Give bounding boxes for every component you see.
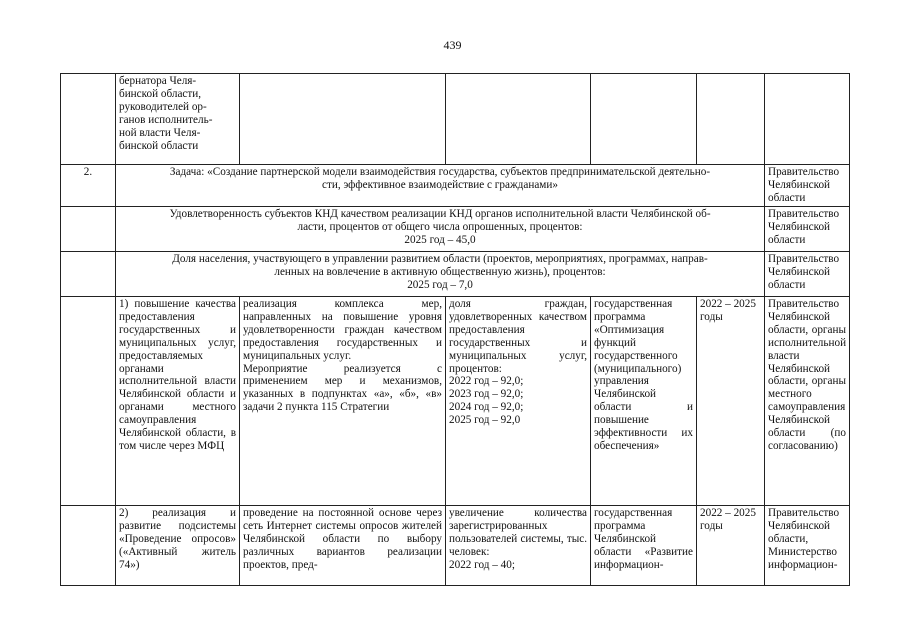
cell-task: 1) повышение качества предоставления государственных и муниципальных услуг, предоставляемых органами исполнительной власти Челябинской области и органами местного самоуправления Челябинской области, в том числе через МФЦ <box>116 297 240 506</box>
text-line: бинской области <box>119 139 199 152</box>
result-year: 2022 год – 92,0; <box>449 375 524 388</box>
text-line: 2025 год – 7,0 <box>407 278 473 291</box>
task-2-title <box>116 165 765 207</box>
result-year: 2025 год – 92,0 <box>449 414 521 427</box>
text-line: руководителей ор- <box>119 100 207 113</box>
cell-task: 2) реализация и развитие подсистемы «Проведение опросов» («Активный житель 74») <box>116 506 240 586</box>
cell-responsible: Правительство Челябинской области, Министерство информацион- <box>765 506 850 586</box>
cell-program <box>591 74 697 165</box>
cell-responsible: Правительство Челябинской области <box>765 165 850 207</box>
text-line: бинской области, <box>119 87 202 100</box>
measure-paragraph: Мероприятие реализуется с применением мер и механизмов, указанных в подпунктах «а», «б», «в» задачи 2 пункта 115 Стратегии <box>243 362 442 414</box>
result-year: 2024 год – 92,0; <box>449 401 524 414</box>
table-row-indicator-2 <box>61 252 850 297</box>
text-line: Удовлетворенность субъектов КНД качеством реализации КНД органов исполнительной власти Челябинской об- <box>169 208 711 220</box>
cell-task <box>116 74 240 165</box>
page-number: 439 <box>443 38 462 52</box>
text-line: 2025 год – 45,0 <box>404 233 476 246</box>
strategy-table <box>60 73 850 586</box>
cell-responsible <box>765 74 850 165</box>
cell-result <box>446 297 591 506</box>
cell-num <box>61 74 116 165</box>
result-year: 2023 год – 92,0; <box>449 388 524 401</box>
text-line: ганов исполнитель- <box>119 113 213 126</box>
cell-responsible: Правительство Челябинской области, органы исполнительной власти Челябинской области, органы местного самоуправления Челябинской области (по согласованию) <box>765 297 850 506</box>
table-row-continued <box>61 74 850 165</box>
cell-period: 2022 – 2025 годы <box>697 506 765 586</box>
result-intro: увеличение количества зарегистрированных пользователей системы, тыс. человек: <box>449 507 587 558</box>
cell-measure <box>240 297 446 506</box>
cell-program: государственная программа «Оптимизация функций государственного (муниципального) управления Челябинской области и повышение эффективности их обеспечения» <box>591 297 697 506</box>
cell-num <box>61 252 116 297</box>
cell-result <box>446 74 591 165</box>
text-line: ленных на вовлечение в активную общественную жизнь), процентов: <box>274 265 606 278</box>
cell-num: 2. <box>61 165 116 207</box>
indicator-1 <box>116 207 765 252</box>
result-year: 2022 год – 40; <box>449 558 515 571</box>
cell-measure: проведение на постоянной основе через сеть Интернет системы опросов жителей Челябинской области по выбору различных вариантов реализации проектов, пред- <box>240 506 446 586</box>
cell-responsible: Правительство Челябинской области <box>765 252 850 297</box>
cell-period <box>697 74 765 165</box>
text-line: Доля населения, участвующего в управлении развитием области (проектов, мероприятиях, программах, направ- <box>172 253 708 265</box>
result-intro: доля граждан, удовлетворенных качеством предоставления государственных и муниципальных услуг, процентов: <box>449 298 587 375</box>
cell-num <box>61 506 116 586</box>
table-row-task-2 <box>61 165 850 207</box>
text-line: бернатора Челя- <box>119 75 197 87</box>
measure-paragraph: реализация комплекса мер, направленных на повышение уровня удовлетворенности граждан качеством предоставления государственных и муниципальных услуг. <box>243 298 442 362</box>
cell-period: 2022 – 2025 годы <box>697 297 765 506</box>
cell-result <box>446 506 591 586</box>
text-line: ной власти Челя- <box>119 126 201 139</box>
cell-measure <box>240 74 446 165</box>
table-row-activity-1 <box>61 297 850 506</box>
text-line: Задача: «Создание партнерской модели взаимодействия государства, субъектов предпринимательской деятельно- <box>169 166 711 178</box>
indicator-2 <box>116 252 765 297</box>
table-row-indicator-1 <box>61 207 850 252</box>
cell-program: государственная программа Челябинской области «Развитие информацион- <box>591 506 697 586</box>
cell-num <box>61 207 116 252</box>
cell-num <box>61 297 116 506</box>
text-line: ласти, процентов от общего числа опрошенных, процентов: <box>297 220 583 233</box>
cell-responsible: Правительство Челябинской области <box>765 207 850 252</box>
table-row-activity-2 <box>61 506 850 586</box>
text-line: сти, эффективное взаимодействие с гражданами» <box>322 178 558 191</box>
